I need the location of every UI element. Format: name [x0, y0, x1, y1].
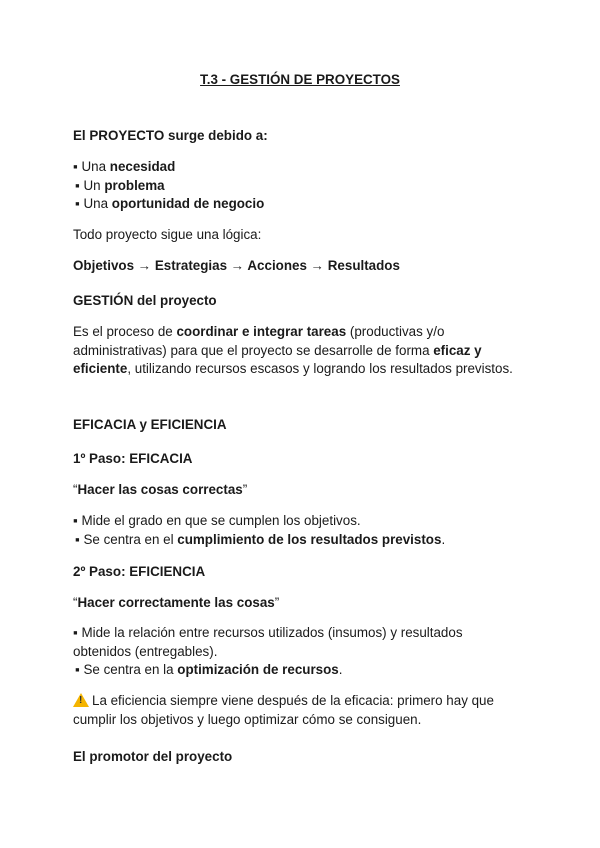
gestion-paragraph: Es el proceso de coordinar e integrar tareas (productivas y/o administrativas) para que el proyecto se desarrolle de forma eficaz y eficiente, utilizando recursos escasos y logrando los resultados previstos.: [73, 324, 513, 376]
promotor-heading: El promotor del proyecto: [73, 749, 233, 764]
paso2-quote: “Hacer correctamente las cosas”: [73, 595, 280, 610]
paso2-list: [73, 624, 513, 680]
document-title: T.3 - GESTIÓN DE PROYECTOS: [200, 72, 400, 87]
eficacia-eficiencia-heading: EFICACIA y EFICIENCIA: [73, 417, 227, 432]
list-item: ▪ Mide el grado en que se cumplen los objetivos.: [73, 513, 361, 528]
list-item: ▪ Mide la relación entre recursos utilizados (insumos) y resultados obtenidos (entregables).: [73, 625, 463, 659]
intro-list: [73, 158, 533, 214]
paso1-list: [73, 512, 533, 549]
list-item: ▪ Se centra en el cumplimiento de los resultados previstos.: [75, 531, 446, 547]
list-item: ▪ Una necesidad: [73, 159, 176, 174]
paso1-quote: “Hacer las cosas correctas”: [73, 482, 248, 497]
bullet: ▪: [75, 177, 80, 193]
warning-note: !La eficiencia siempre viene después de la eficacia: primero hay que cumplir los objetivos y luego optimizar cómo se consiguen.: [73, 692, 523, 729]
logic-text: Todo proyecto sigue una lógica:: [73, 227, 262, 242]
bullet: ▪: [75, 196, 80, 211]
list-item: ▪ Una oportunidad de negocio: [75, 196, 265, 211]
bullet: ▪: [73, 159, 78, 174]
paso2-heading: 2º Paso: EFICIENCIA: [73, 564, 206, 579]
intro-heading: El PROYECTO surge debido a:: [73, 128, 268, 143]
gestion-heading: GESTIÓN del proyecto: [73, 293, 217, 308]
warning-icon: [73, 693, 89, 707]
logic-chain: Objetivos → Estrategias → Acciones → Resultados: [73, 258, 400, 273]
list-item: ▪ Un problema: [75, 177, 165, 193]
paso1-heading: 1º Paso: EFICACIA: [73, 451, 193, 466]
list-item: ▪ Se centra en la optimización de recursos.: [75, 662, 343, 677]
